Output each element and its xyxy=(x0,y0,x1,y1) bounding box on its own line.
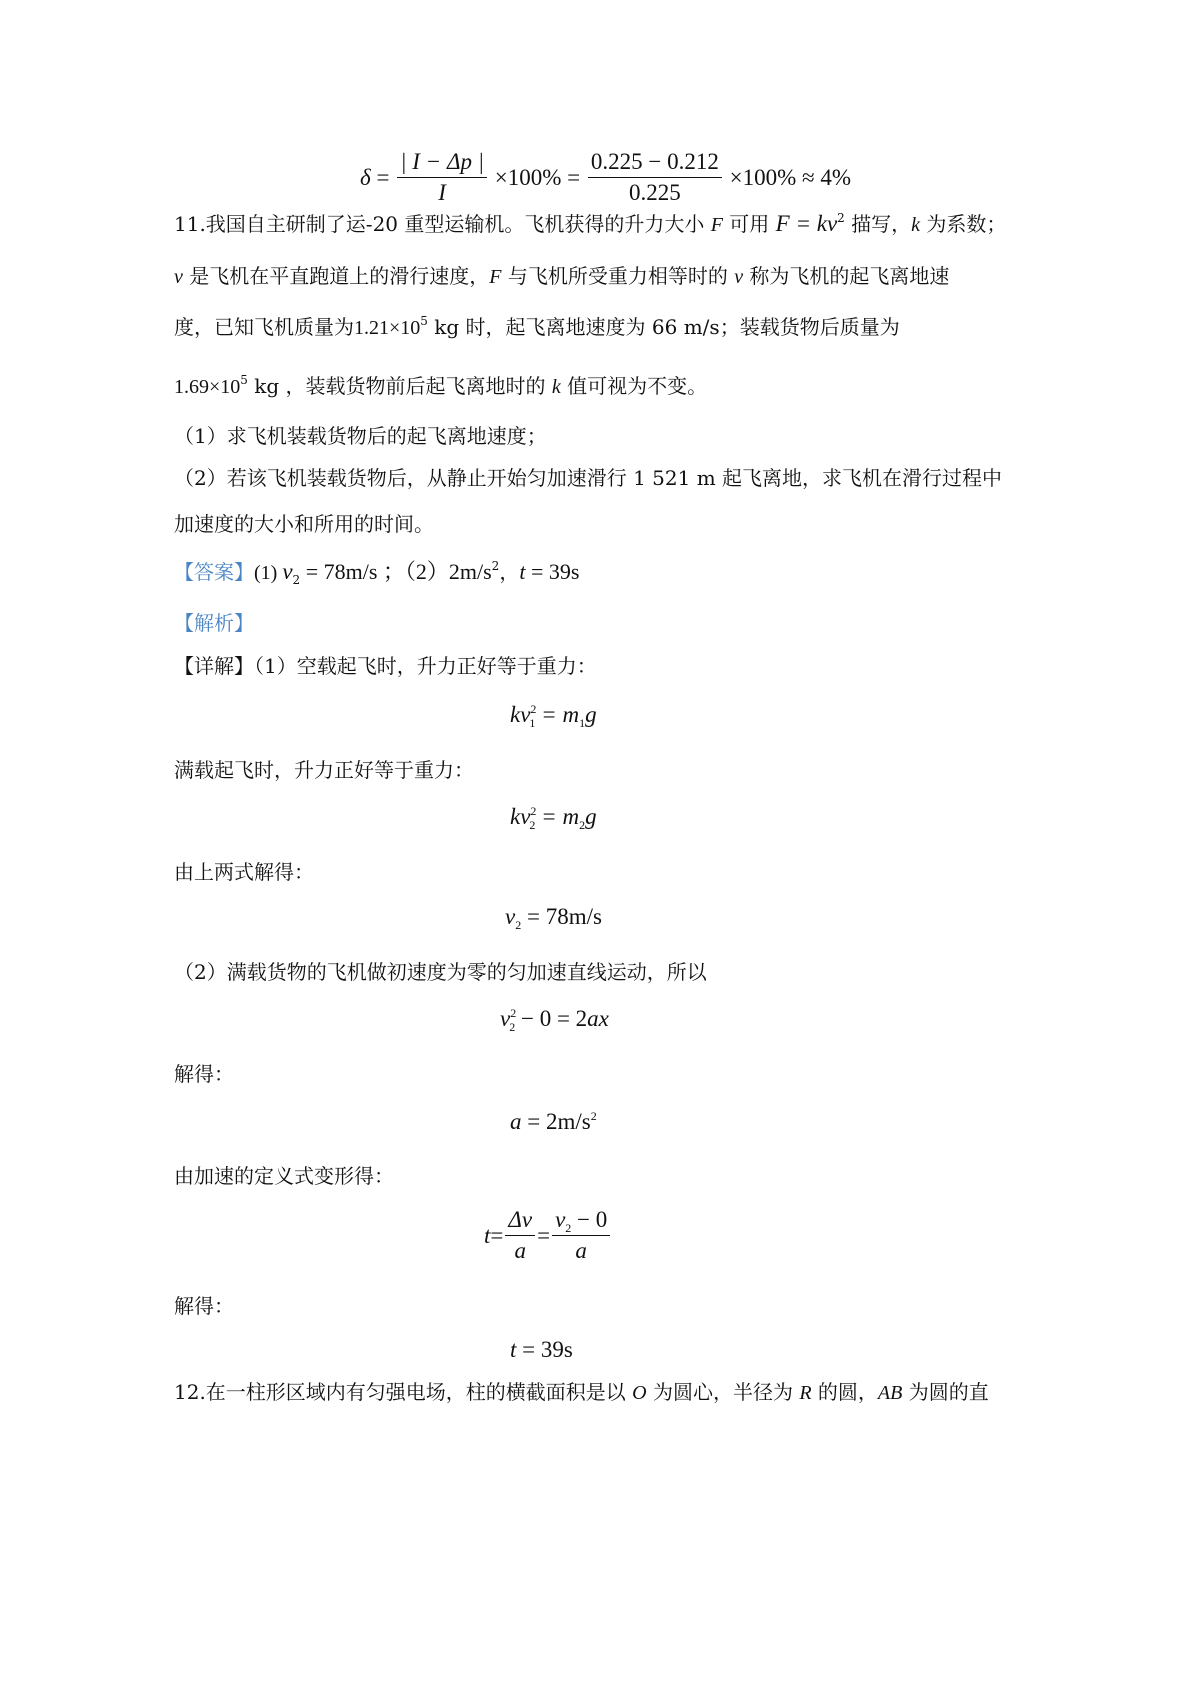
detail-line-7: 解得： xyxy=(174,1294,234,1318)
equation-6: t= $\frac{\Delta v}{a}$ = $\frac{v_2 - 0}{a}$ xyxy=(484,1206,612,1265)
detail-line-3: 由上两式解得： xyxy=(174,860,314,884)
formula-delta: δ = $\frac{| I - \Delta p |}{I}$ ×100% = $\frac{0.225 - 0.212}{0.225}$ ×100% ≈ 4% xyxy=(360,149,852,205)
q11-sub-1: （1）求飞机装载货物后的起飞离地速度； xyxy=(174,424,547,448)
equation-1: $kv^2_1 = m_1g$ xyxy=(510,702,597,730)
detail-line-2: 满载起飞时，升力正好等于重力： xyxy=(174,758,474,782)
detail-line-5: 解得： xyxy=(174,1062,234,1086)
q11-line-2: v 是飞机在平直跑道上的滑行速度，F 与飞机所受重力相等时的 v 称为飞机的起飞离地速 xyxy=(174,264,950,288)
equation-2: $kv^2_2 = m_2g$ xyxy=(510,804,597,832)
detail-tag: 【详解】 xyxy=(174,654,254,678)
equation-7: t = 39s xyxy=(510,1337,573,1362)
q11-line-4: $1.69\times 10^5$ kg ，装载货物前后起飞离地时的 k 值可视为不变。 xyxy=(174,373,708,398)
detail-line-4: （2）满载货物的飞机做初速度为零的匀加速直线运动，所以 xyxy=(174,960,707,984)
q11-line-1: 11.我国自主研制了运-20 重型运输机。飞机获得的升力大小 F 可用 $F = kv^2$ 描写，k 为系数； xyxy=(174,211,1007,236)
q12-line-1: 12.在一柱形区域内有匀强电场，柱的横截面积是以 O 为圆心，半径为 R 的圆，AB 为圆的直 xyxy=(174,1380,989,1404)
fraction-impulse: $\frac{| I - \Delta p |}{I}$ xyxy=(397,148,487,207)
fraction-values: $\frac{0.225 - 0.212}{0.225}$ xyxy=(588,148,722,207)
equation-4: $v^2_2 - 0 = 2ax$ xyxy=(500,1006,609,1034)
equation-3: $v_2 = 78m/s$ xyxy=(505,904,602,932)
fraction-v2: $\frac{v_2 - 0}{a}$ xyxy=(552,1206,610,1265)
answer-line: 【答案】(1) $v_2 = 78m/s$ ；$(2)2m/s^2$，t = 39s xyxy=(174,559,580,587)
answer-tag: 【答案】 xyxy=(174,560,254,584)
q11-sub-2-line-2: 加速度的大小和所用的时间。 xyxy=(174,512,434,536)
fraction-delta-v: $\frac{\Delta v}{a}$ xyxy=(505,1206,535,1265)
equation-5: $a = 2m/s^2$ xyxy=(510,1109,597,1134)
q11-line-3: 度，已知飞机质量为$1.21\times 10^5$ kg 时，起飞离地速度为 66 m/s；装载货物后质量为 xyxy=(174,314,900,339)
q11-sub-2-line-1: （2）若该飞机装载货物后，从静止开始匀加速滑行 1 521 m 起飞离地，求飞机在滑行过程中 xyxy=(174,466,1003,490)
analysis-tag: 【解析】 xyxy=(174,611,254,635)
detail-line-1: 【详解】（1）空载起飞时，升力正好等于重力： xyxy=(174,654,597,678)
detail-line-6: 由加速的定义式变形得： xyxy=(174,1164,394,1188)
